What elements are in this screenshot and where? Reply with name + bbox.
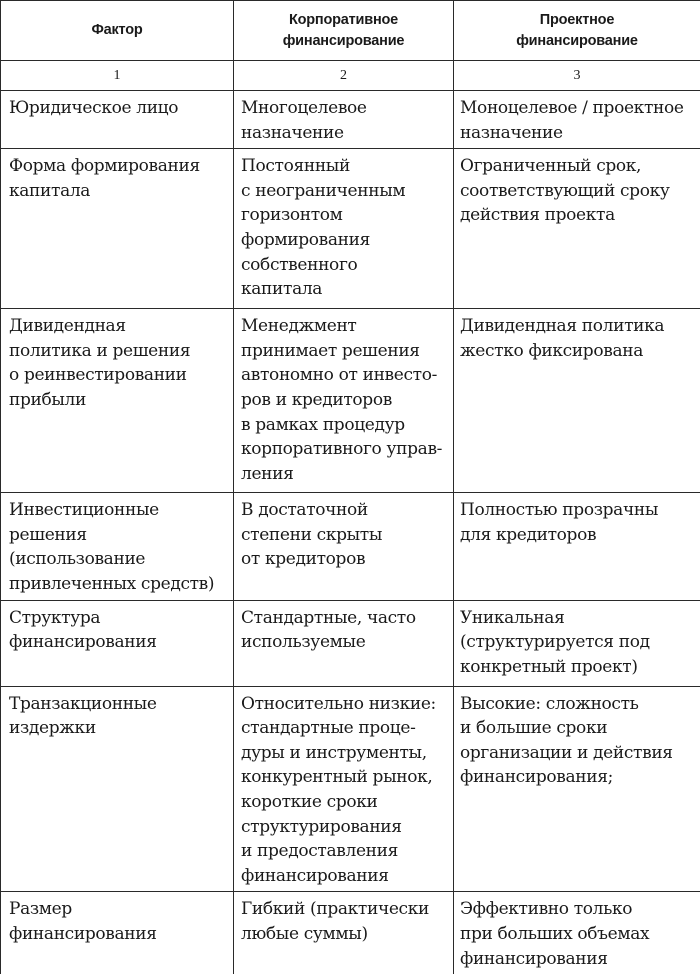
project-cell: Полностью прозрачны для кредиторов xyxy=(454,493,700,600)
header-project-financing: Проектное финансирование xyxy=(454,1,700,61)
column-number: 3 xyxy=(454,61,700,91)
factor-cell: Инвестиционные решения (использование привлеченных средств) xyxy=(1,493,234,600)
factor-cell: Структура финансирования xyxy=(1,600,234,686)
project-cell: Эффективно только при больших объемах финансирования xyxy=(454,892,700,974)
factor-cell: Размер финансирования xyxy=(1,892,234,974)
corporate-cell: Гибкий (практически любые суммы) xyxy=(234,892,454,974)
factor-cell: Транзакционные издержки xyxy=(1,686,234,892)
corporate-cell: Постоянный с неограниченным горизонтом формирования собственного капитала xyxy=(234,149,454,309)
table-row xyxy=(1,686,700,892)
table-row xyxy=(1,149,700,309)
factor-cell: Форма формирования капитала xyxy=(1,149,234,309)
header-factor: Фактор xyxy=(1,1,234,61)
factor-cell: Дивидендная политика и решения о реинвестировании прибыли xyxy=(1,309,234,493)
column-number-row xyxy=(1,61,700,91)
project-cell: Дивидендная политика жестко фиксирована xyxy=(454,309,700,493)
table-row xyxy=(1,493,700,600)
table-row xyxy=(1,600,700,686)
table-row xyxy=(1,892,700,974)
project-cell: Высокие: сложность и большие сроки организации и действия финансирования; xyxy=(454,686,700,892)
header-corporate-financing: Корпоративное финансирование xyxy=(234,1,454,61)
corporate-cell: В достаточной степени скрыты от кредиторов xyxy=(234,493,454,600)
table-row xyxy=(1,309,700,493)
factor-cell: Юридическое лицо xyxy=(1,91,234,149)
project-cell: Моноцелевое / проектное назначение xyxy=(454,91,700,149)
column-number: 1 xyxy=(1,61,234,91)
corporate-cell: Многоцелевое назначение xyxy=(234,91,454,149)
corporate-cell: Менеджмент принимает решения автономно от инвесто- ров и кредиторов в рамках процедур корпоративного управ- ления xyxy=(234,309,454,493)
project-cell: Ограниченный срок, соответствующий сроку действия проекта xyxy=(454,149,700,309)
corporate-cell: Относительно низкие: стандартные проце- дуры и инструменты, конкурентный рынок, короткие сроки структурирования и предоставления финансирования xyxy=(234,686,454,892)
project-cell: Уникальная (структурируется под конкретный проект) xyxy=(454,600,700,686)
header-row xyxy=(1,1,700,61)
table-row xyxy=(1,91,700,149)
corporate-cell: Стандартные, часто используемые xyxy=(234,600,454,686)
column-number: 2 xyxy=(234,61,454,91)
